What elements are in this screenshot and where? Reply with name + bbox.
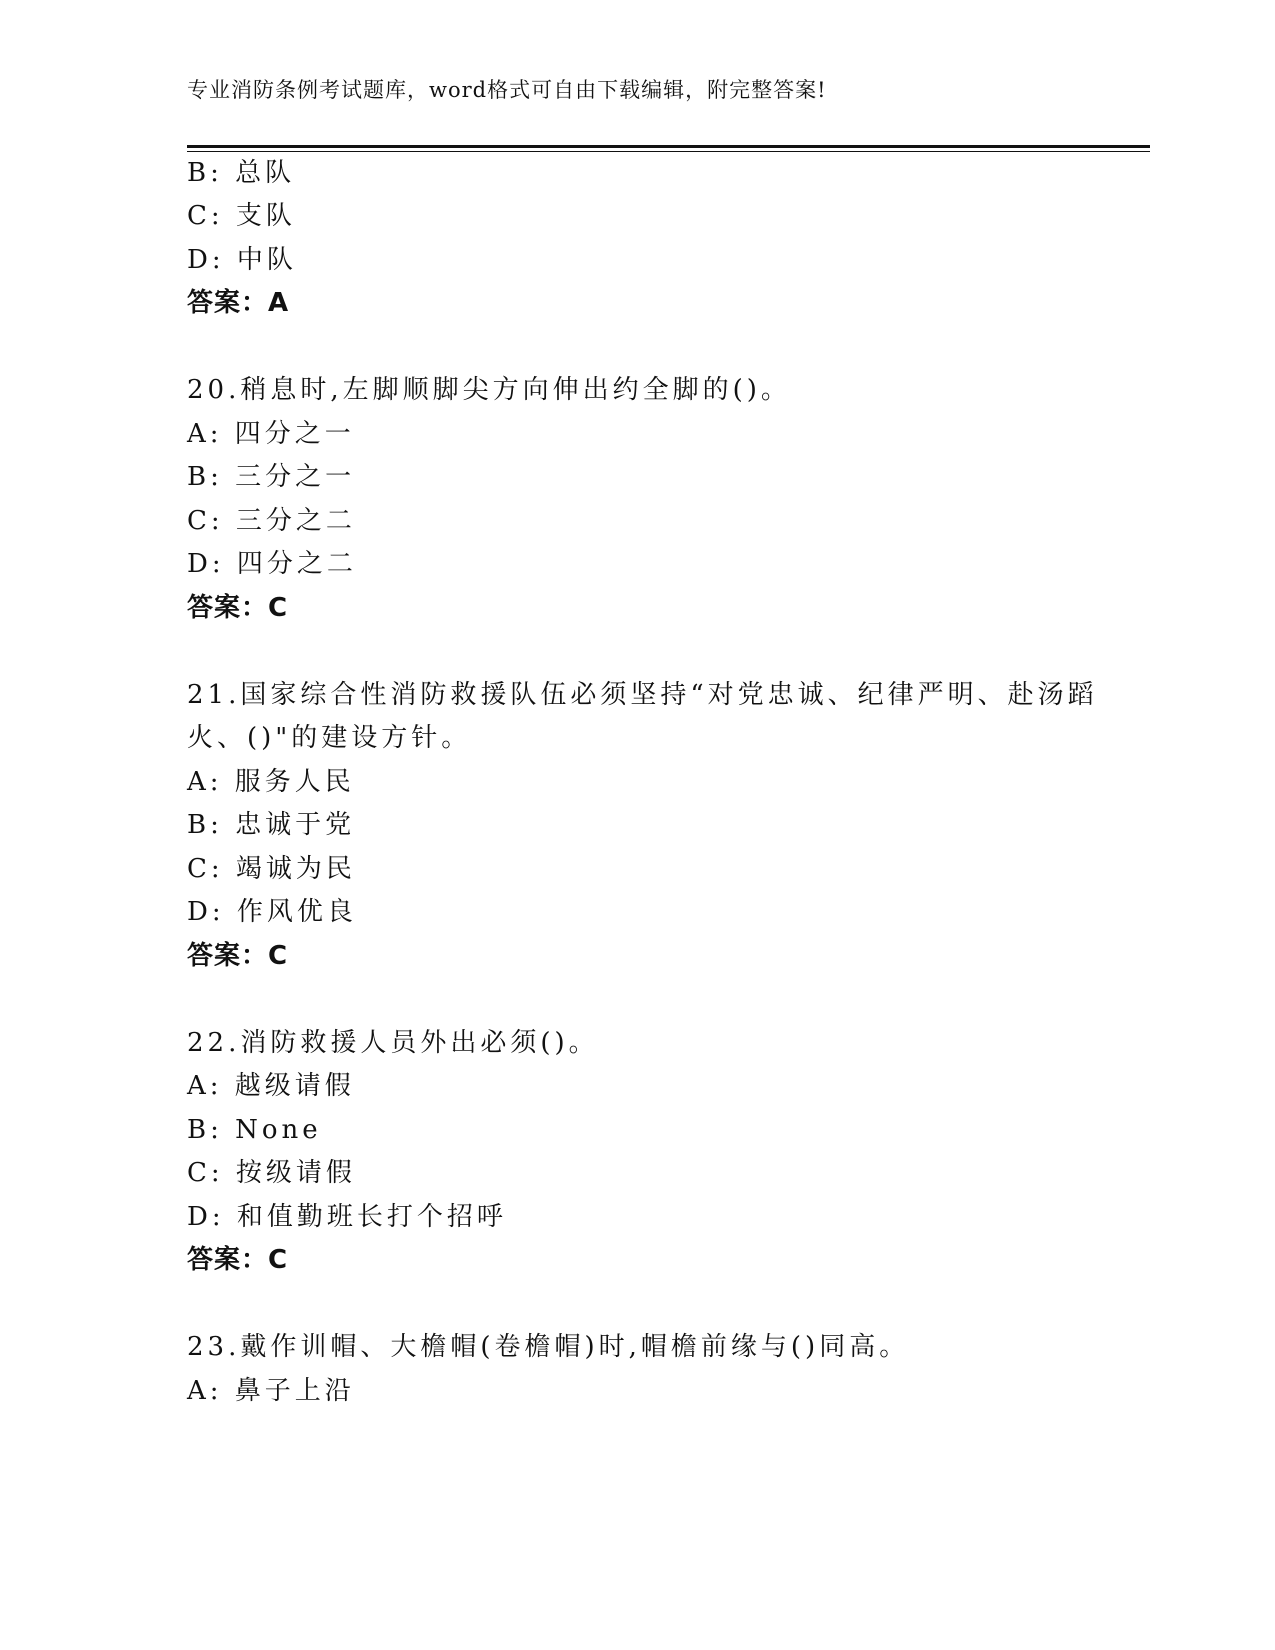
option-b: B: 总队 [187,158,296,188]
option-d: D: 和值勤班长打个招呼 [187,1202,507,1232]
option-b: B: 三分之一 [187,462,356,492]
answer-line: 答案：C [187,941,289,971]
option-a: A: 服务人民 [187,767,355,797]
question-text: 21.国家综合性消防救援队伍必须坚持“对党忠诚、纪律严明、赴汤蹈 [187,680,1098,710]
question-text: 20.稍息时,左脚顺脚尖方向伸出约全脚的()。 [187,375,791,405]
option-d: D: 中队 [187,245,297,275]
question-text: 22.消防救援人员外出必须()。 [187,1028,599,1058]
option-b: B: None [187,1115,322,1145]
option-d: D: 四分之二 [187,549,357,579]
question-text-continued: 火、()"的建设方针。 [187,723,472,753]
option-a: A: 鼻子上沿 [187,1376,355,1406]
answer-line: 答案：C [187,1245,289,1275]
option-c: C: 支队 [187,201,296,231]
option-d: D: 作风优良 [187,897,357,927]
option-c: C: 三分之二 [187,506,356,536]
option-b: B: 忠诚于党 [187,810,356,840]
header-rule-thin [187,151,1150,152]
option-a: A: 四分之一 [187,419,355,449]
answer-line: 答案：A [187,288,290,318]
header-rule-thick [187,145,1150,148]
question-text: 23.戴作训帽、大檐帽(卷檐帽)时,帽檐前缘与()同高。 [187,1332,910,1362]
answer-line: 答案：C [187,593,289,623]
option-a: A: 越级请假 [187,1071,355,1101]
option-c: C: 竭诚为民 [187,854,356,884]
option-c: C: 按级请假 [187,1158,356,1188]
page-header: 专业消防条例考试题库，word格式可自由下载编辑，附完整答案! [187,78,827,102]
